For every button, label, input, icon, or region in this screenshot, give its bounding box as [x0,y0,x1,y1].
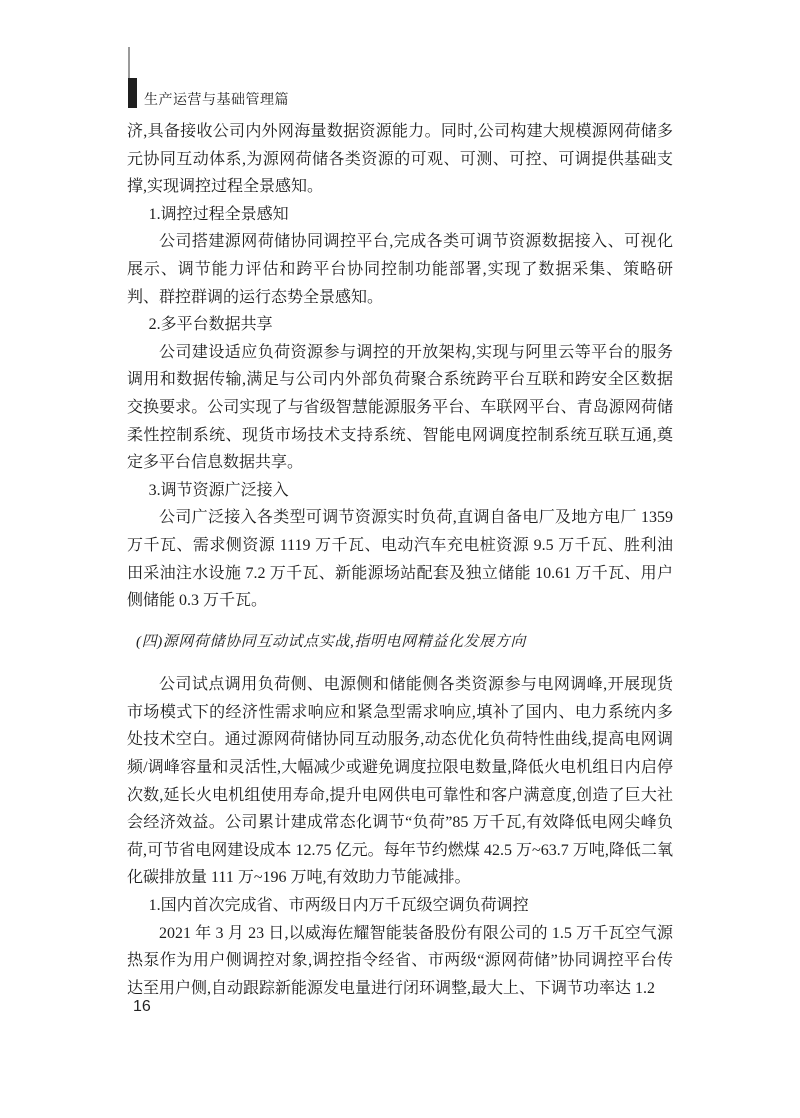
section-heading: (四)源网荷储协同互动试点实战,指明电网精益化发展方向 [136,633,526,650]
chapter-title: 生产运营与基础管理篇 [144,93,289,108]
body-paragraph: 公司搭建源网荷储协同调控平台,完成各类可调节资源数据接入、可视化展示、调节能力评估和跨平台协同控制功能部署,实现了数据采集、策略研判、群控群调的运行态势全景感知。 [127,233,673,306]
body-paragraph: 2021 年 3 月 23 日,以威海佐耀智能装备股份有限公司的 1.5 万千瓦空气源热泵作为用户侧调控对象,调控指令经省、市两级“源网荷储”协同调控平台传达至用户侧,自动跟踪新能源发电量进行闭环调整,最大上、下调节功率达 1.2 [127,924,673,997]
body-paragraph: 公司广泛接入各类型可调节资源实时负荷,直调自备电厂及地方电厂 1359 万千瓦、需求侧资源 1119 万千瓦、电动汽车充电桩资源 9.5 万千瓦、胜利油田采油注水设施 7.2 万千瓦、新能源场站配套及独立储能 10.61 万千瓦、用户侧储能 0.3 万千瓦。 [127,509,673,610]
numbered-subheading: 1.国内首次完成省、市两级日内万千瓦级空调负荷调控 [148,897,529,915]
numbered-subheading: 2.多平台数据共享 [148,316,273,334]
numbered-subheading: 3.调节资源广泛接入 [148,481,289,499]
chapter-marker-bar [128,78,137,108]
page-content [127,118,673,1002]
header-rule-line [128,47,130,78]
page-number: 16 [133,998,151,1015]
body-paragraph: 公司试点调用负荷侧、电源侧和储能侧各类资源参与电网调峰,开展现货市场模式下的经济性需求响应和紧急型需求响应,填补了国内、电力系统内多处技术空白。通过源网荷储协同互动服务,动态优化负荷特性曲线,提高电网调频/调峰容量和灵活性,大幅减少或避免调度拉限电数量,降低火电机组日内启停次数,延长火电机组使用寿命,提升电网供电可靠性和客户满意度,创造了巨大社会经济效益。公司累计建成常态化调节“负荷”85 万千瓦,有效降低电网尖峰负荷,可节省电网建设成本 12.75 亿元。每年节约燃煤 42.5 万~63.7 万吨,降低二氧化碳排放量 111 万~196 万吨,有效助力节能减排。 [127,676,673,887]
numbered-subheading: 1.调控过程全景感知 [148,205,289,223]
body-paragraph-continuation: 济,具备接收公司内外网海量数据资源能力。同时,公司构建大规模源网荷储多元协同互动体系,为源网荷储各类资源的可观、可测、可控、可调提供基础支撑,实现调控过程全景感知。 [127,123,673,196]
body-paragraph: 公司建设适应负荷资源参与调控的开放架构,实现与阿里云等平台的服务调用和数据传输,满足与公司内外部负荷聚合系统跨平台互联和跨安全区数据交换要求。公司实现了与省级智慧能源服务平台、车联网平台、青岛源网荷储柔性控制系统、现货市场技术支持系统、智能电网调度控制系统互联互通,奠定多平台信息数据共享。 [127,343,673,472]
